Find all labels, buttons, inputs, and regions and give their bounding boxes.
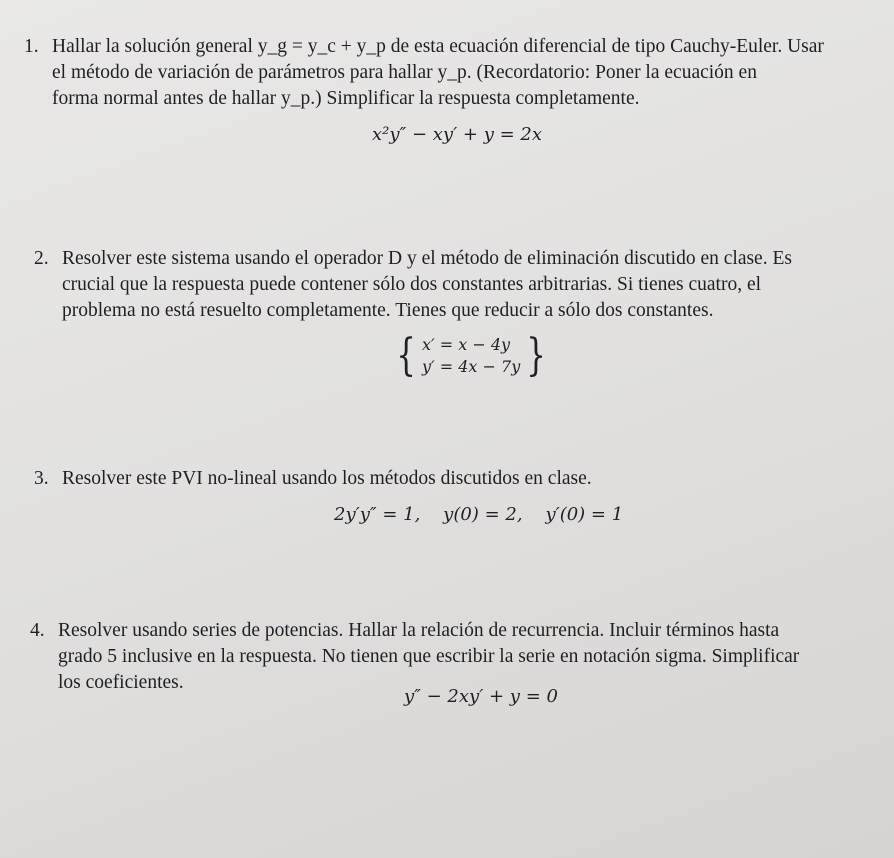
equation: x²y″ − xy′ + y = 2x [372,124,543,145]
left-brace: { [396,330,416,381]
problem-4 [30,618,878,696]
system-equation: x′ = x − 4y [422,335,511,354]
equation-system [392,330,550,381]
problem-number: 2. [34,248,49,269]
problem-2 [34,246,862,324]
problem-text-line: Hallar la solución general y_g = y_c + y_p de esta ecuación diferencial de tipo Cauchy-Euler. Usar [52,36,824,57]
problem-text-line: los coeficientes. [58,672,184,693]
problem-text-line: Resolver este sistema usando el operador D y el método de eliminación discutido en clase. Es [62,248,792,269]
problem-text-line: el método de variación de parámetros para hallar y_p. (Recordatorio: Poner la ecuación en [52,62,757,83]
problem-text-line: problema no está resuelto completamente. Tienes que reducir a sólo dos constantes. [62,300,714,321]
problem-text-line: forma normal antes de hallar y_p.) Simplificar la respuesta completamente. [52,88,640,109]
system-equation: y′ = 4x − 7y [422,357,521,376]
problem-text-line: crucial que la respuesta puede contener sólo dos constantes arbitrarias. Si tienes cuatro, el [62,274,762,295]
right-brace: } [526,330,547,381]
problem-text-line: grado 5 inclusive en la respuesta. No tienen que escribir la serie en notación sigma. Simplificar [58,646,800,667]
problem-number: 1. [24,36,39,57]
problem-text-line: Resolver usando series de potencias. Hallar la relación de recurrencia. Incluir términos hasta [58,620,780,641]
problem-1 [24,34,852,112]
equation: 2y′y″ = 1, y(0) = 2, y′(0) = 1 [334,504,624,525]
equation: y″ − 2xy′ + y = 0 [404,686,558,707]
problem-number: 3. [34,468,49,489]
problem-number: 4. [30,620,45,641]
problem-3 [34,466,862,492]
problem-text-line: Resolver este PVI no-lineal usando los métodos discutidos en clase. [62,468,592,489]
